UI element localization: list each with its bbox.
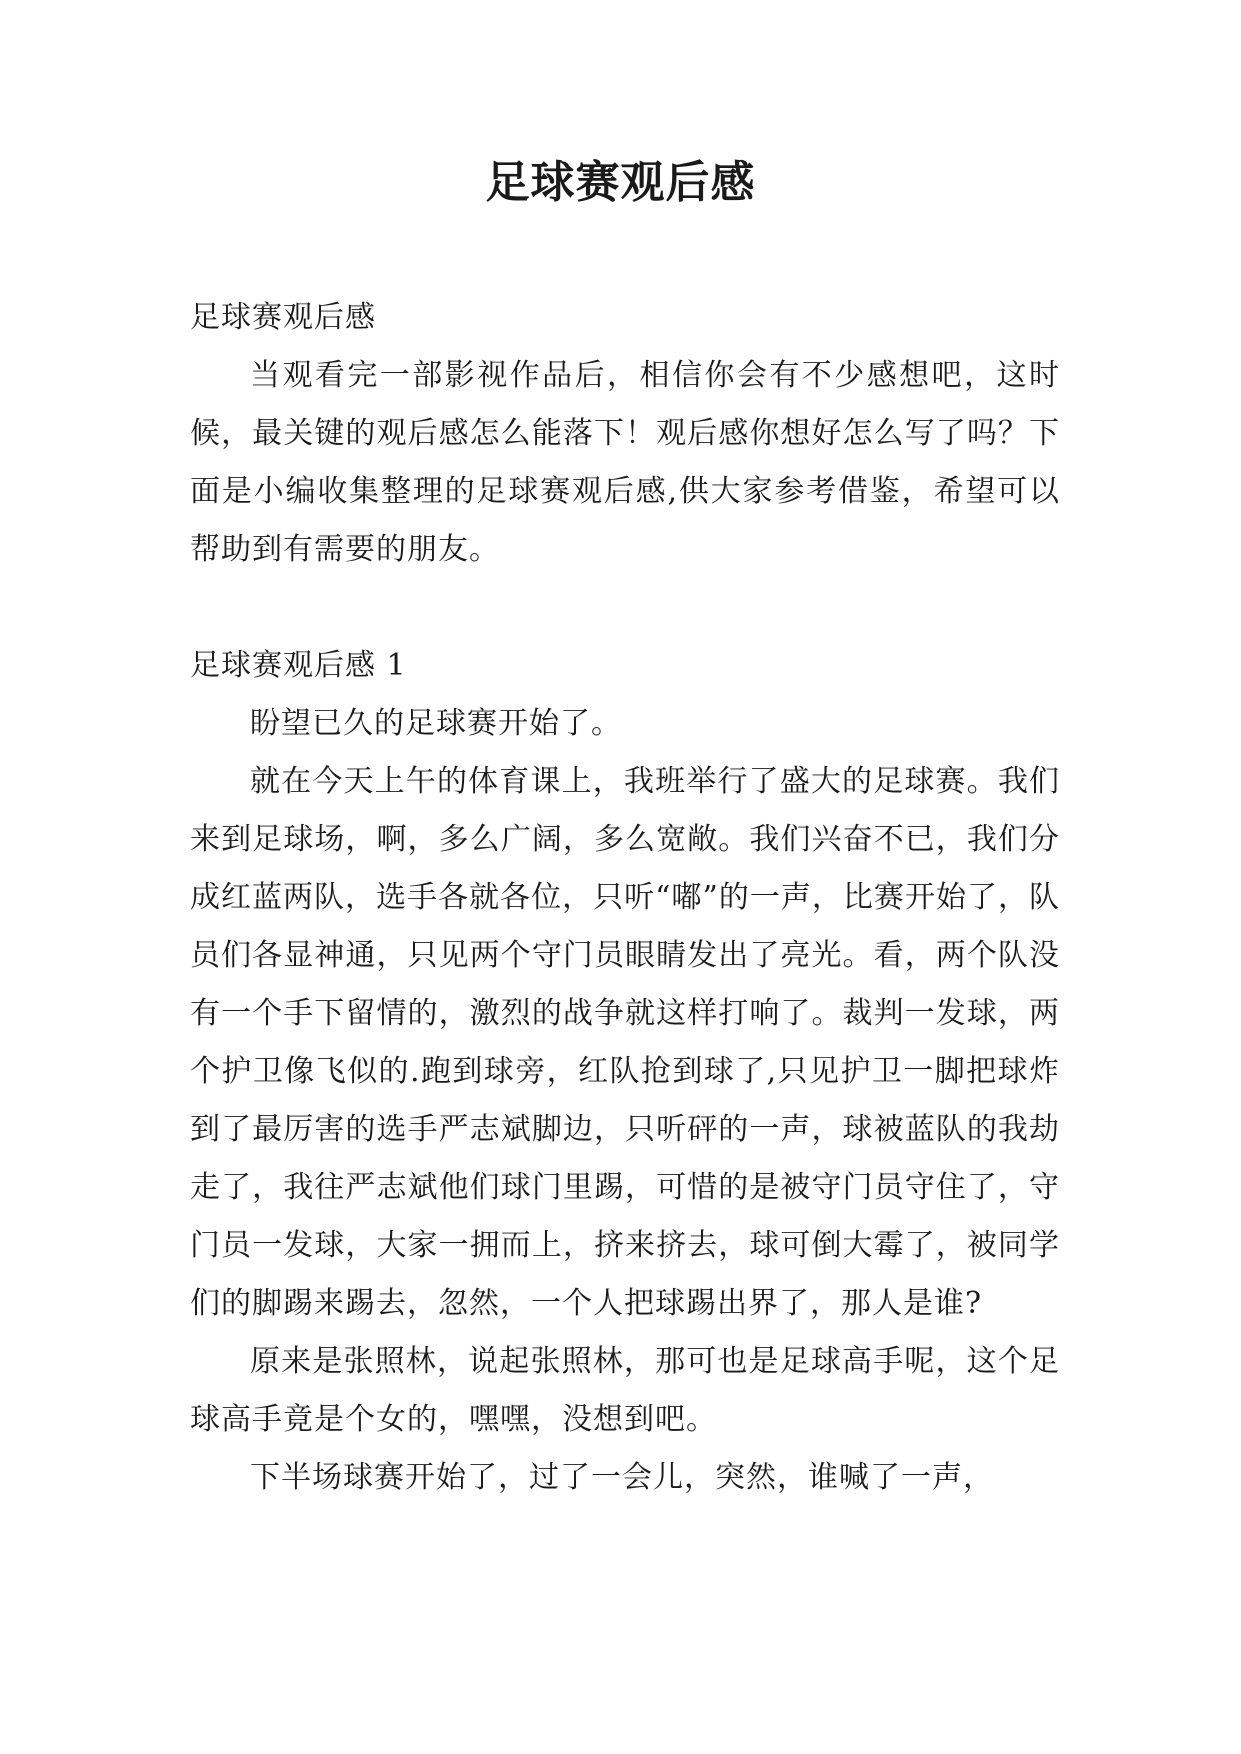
section-1-heading: 足球赛观后感 1 (190, 648, 407, 683)
page-title: 足球赛观后感 (485, 157, 756, 208)
section-1-paragraph-4: 下半场球赛开始了，过了一会儿，突然，谁喊了一声， (250, 1460, 994, 1495)
section-1-paragraph-1: 盼望已久的足球赛开始了。 (250, 706, 622, 741)
section-1-paragraph-3: 原来是张照林，说起张照林，那可也是足球高手呢，这个足球高手竟是个女的，嘿嘿，没想到吧。 (190, 1344, 1060, 1437)
intro-heading: 足球赛观后感 (190, 300, 376, 335)
document-body (190, 289, 1060, 1507)
section-1-paragraph-2: 就在今天上午的体育课上，我班举行了盛大的足球赛。我们来到足球场，啊，多么广阔，多么宽敞。我们兴奋不已，我们分成红蓝两队，选手各就各位，只听“嘟”的一声，比赛开始了，队员们各显神通，只见两个守门员眼睛发出了亮光。看，两个队没有一个手下留情的，激烈的战争就这样打响了。裁判一发球，两个护卫像飞似的.跑到球旁，红队抢到球了,只见护卫一脚把球炸到了最厉害的选手严志斌脚边，只听砰的一声，球被蓝队的我劫走了，我往严志斌他们球门里踢，可惜的是被守门员守住了，守门员一发球，大家一拥而上，挤来挤去，球可倒大霉了，被同学们的脚踢来踢去，忽然，一个人把球踢出界了，那人是谁? (190, 764, 1060, 1321)
section-spacer (190, 579, 1060, 637)
intro-paragraph: 当观看完一部影视作品后，相信你会有不少感想吧，这时候，最关键的观后感怎么能落下！观后感你想好怎么写了吗？下面是小编收集整理的足球赛观后感,供大家参考借鉴，希望可以帮助到有需要的朋友。 (190, 358, 1060, 567)
